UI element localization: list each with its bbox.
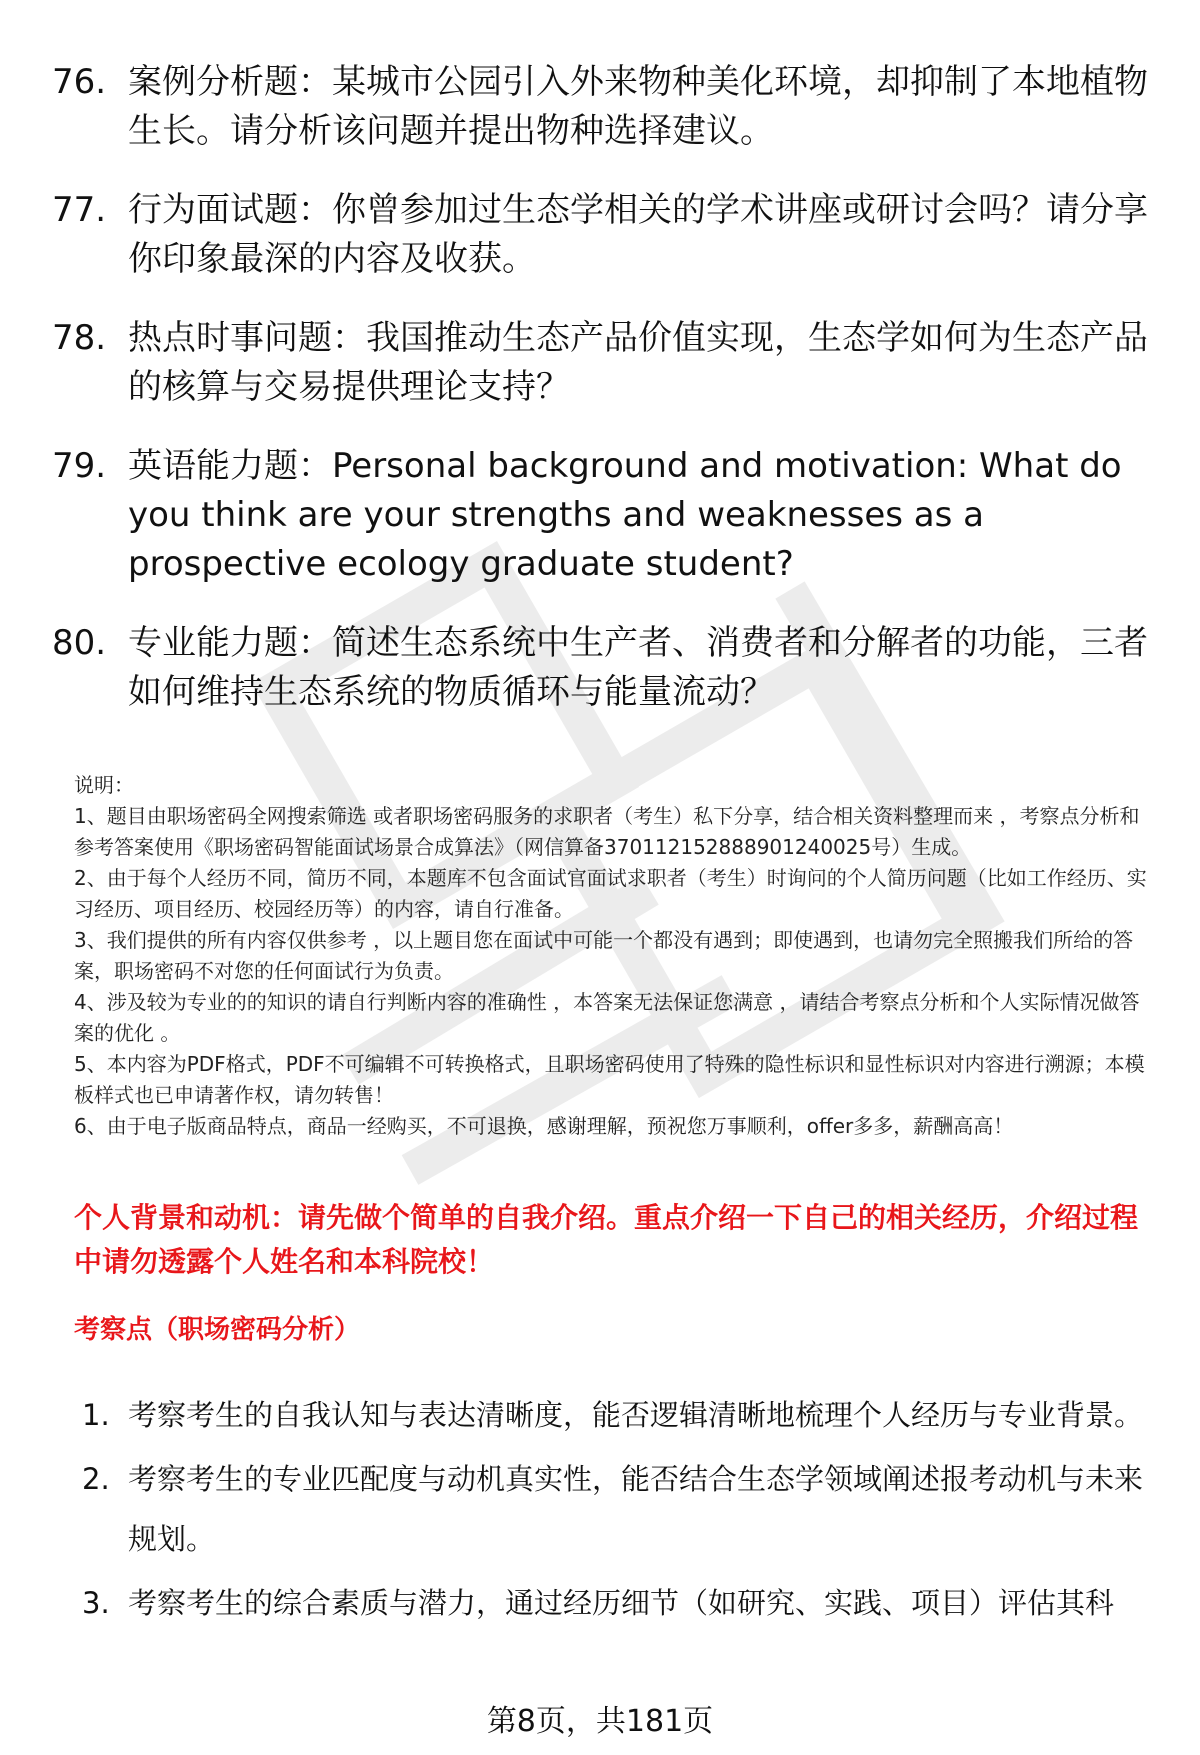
question-text: 专业能力题：简述生态系统中生产者、消费者和分解者的功能，三者如何维持生态系统的物质循环与能量流动？ xyxy=(128,623,1148,712)
question-item xyxy=(52,314,1162,412)
note-item: 1、题目由职场密码全网搜索筛选 或者职场密码服务的求职者（考生）私下分享，结合相关资料整理而来 ，考察点分析和参考答案使用《职场密码智能面试场景合成算法》（网信算备370112152888901240025号）生成。 xyxy=(74,804,1140,859)
notes-block xyxy=(74,770,1154,1142)
question-item xyxy=(52,442,1162,589)
question-number: 77. xyxy=(52,190,107,230)
analysis-point xyxy=(82,1385,1157,1445)
question-item xyxy=(52,186,1162,284)
note-item: 5、本内容为PDF格式，PDF不可编辑不可转换格式，且职场密码使用了特殊的隐性标识和显性标识对内容进行溯源；本模板样式也已申请著作权，请勿转售！ xyxy=(74,1052,1145,1107)
point-number: 3. xyxy=(82,1586,110,1620)
question-number: 76. xyxy=(52,62,107,102)
main-question-heading: 个人背景和动机：请先做个简单的自我介绍。重点介绍一下自己的相关经历，介绍过程中请勿透露个人姓名和本科院校！ xyxy=(74,1201,1139,1278)
notes-title: 说明： xyxy=(74,773,134,797)
point-number: 2. xyxy=(82,1462,110,1496)
question-number: 80. xyxy=(52,623,107,663)
note-item: 2、由于每个人经历不同，简历不同，本题库不包含面试官面试求职者（考生）时询问的个人简历问题（比如工作经历、实习经历、项目经历、校园经历等）的内容，请自行准备。 xyxy=(74,866,1147,921)
question-text: 行为面试题：你曾参加过生态学相关的学术讲座或研讨会吗？请分享你印象最深的内容及收获。 xyxy=(128,190,1148,279)
analysis-point xyxy=(82,1449,1157,1569)
analysis-point xyxy=(82,1573,1157,1633)
note-item: 6、由于电子版商品特点，商品一经购买，不可退换，感谢理解，预祝您万事顺利，offer多多，薪酬高高！ xyxy=(74,1114,1014,1138)
note-item: 4、涉及较为专业的的知识的请自行判断内容的准确性 ，本答案无法保证您满意 ，请结合考察点分析和个人实际情况做答案的优化 。 xyxy=(74,990,1140,1045)
point-text: 考察考生的专业匹配度与动机真实性，能否结合生态学领域阐述报考动机与未来规划。 xyxy=(128,1462,1144,1556)
point-text: 考察考生的自我认知与表达清晰度，能否逻辑清晰地梳理个人经历与专业背景。 xyxy=(128,1398,1144,1432)
question-list xyxy=(52,58,1162,747)
question-number: 79. xyxy=(52,446,107,486)
question-item xyxy=(52,619,1162,717)
analysis-points-list xyxy=(82,1385,1157,1637)
note-item: 3、我们提供的所有内容仅供参考 ，以上题目您在面试中可能一个都没有遇到；即使遇到，也请勿完全照搬我们所给的答案，职场密码不对您的任何面试行为负责。 xyxy=(74,928,1134,983)
question-text: 热点时事问题：我国推动生态产品价值实现，生态学如何为生态产品的核算与交易提供理论支持？ xyxy=(128,318,1148,407)
analysis-section-title: 考察点（职场密码分析） xyxy=(74,1315,361,1345)
point-text: 考察考生的综合素质与潜力，通过经历细节（如研究、实践、项目）评估其科 xyxy=(128,1586,1115,1620)
page-footer: 第8页，共181页 xyxy=(486,1704,714,1739)
question-text: 英语能力题：Personal background and motivation: What do you think are your strengths and weaknesses as a prospective ecology graduate student? xyxy=(128,446,1122,584)
question-number: 78. xyxy=(52,318,107,358)
point-number: 1. xyxy=(82,1398,110,1432)
question-text: 案例分析题：某城市公园引入外来物种美化环境，却抑制了本地植物生长。请分析该问题并提出物种选择建议。 xyxy=(128,62,1148,151)
question-item xyxy=(52,58,1162,156)
